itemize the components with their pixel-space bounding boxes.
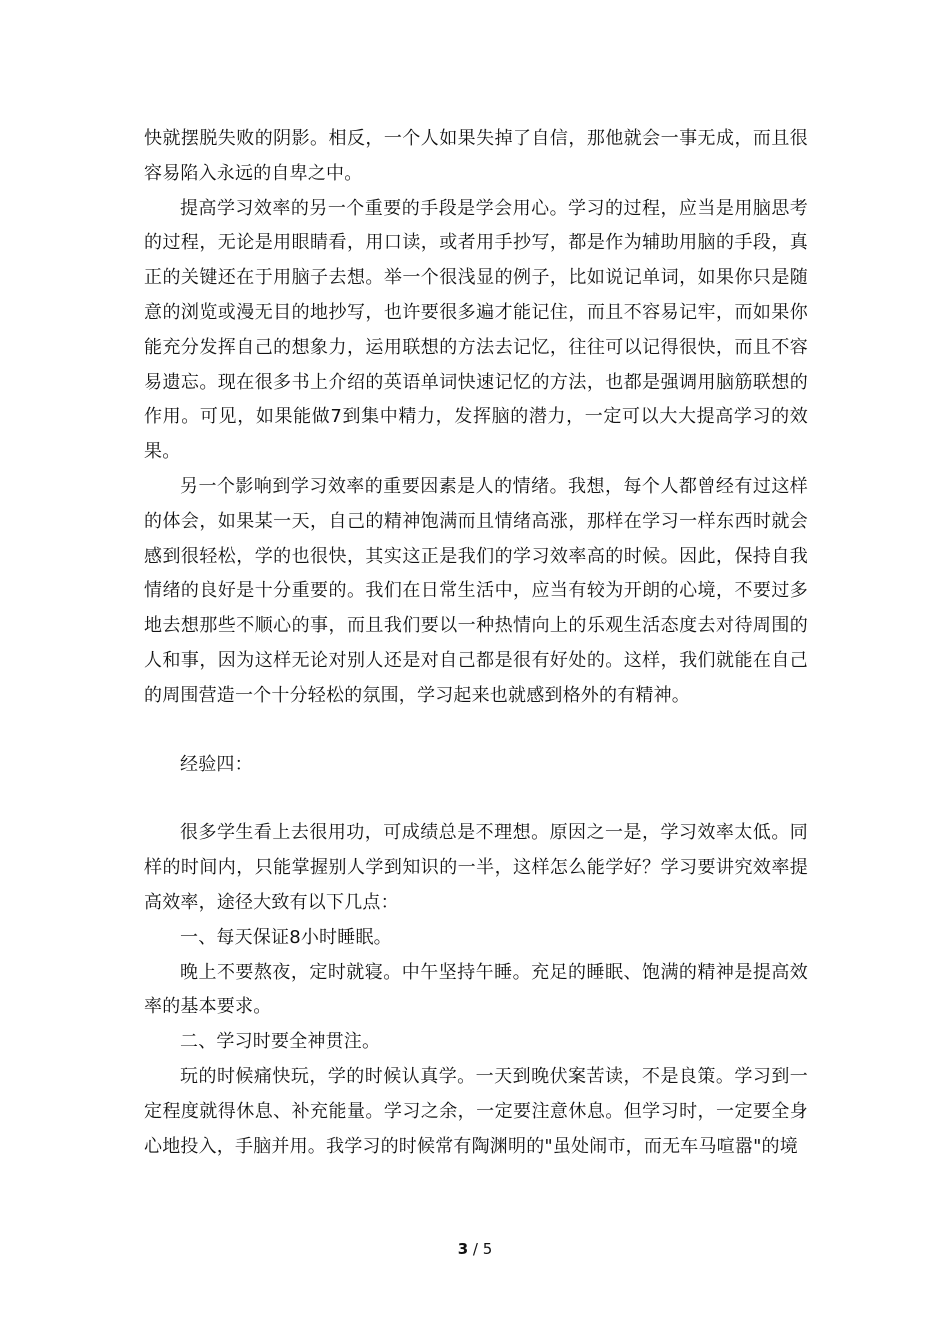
paragraph-6: 玩的时候痛快玩，学的时候认真学。一天到晚伏案苦读，不是良策。学习到一定程度就得休息、补充能量。学习之余，一定要注意休息。但学习时，一定要全身心地投入，手脑并用。我学习的时候常有陶渊明的"虽处闹市，而无车马喧嚣"的境	[144, 1065, 808, 1157]
paragraph-5: 晚上不要熬夜，定时就寝。中午坚持午睡。充足的睡眠、饱满的精神是提高效率的基本要求。	[144, 961, 808, 1018]
paragraph-1: 快就摆脱失败的阴影。相反，一个人如果失掉了自信，那他就会一事无成，而且很容易陷入永远的自卑之中。	[144, 128, 808, 184]
list-item-heading-2: 二、学习时要全神贯注。	[180, 1031, 381, 1053]
paragraph-4: 很多学生看上去很用功，可成绩总是不理想。原因之一是，学习效率太低。同样的时间内，只能掌握别人学到知识的一半，这样怎么能学好？学习要讲究效率提高效率，途径大致有以下几点：	[144, 822, 808, 913]
total-pages-number: 5	[482, 1240, 493, 1258]
paragraph-spacer	[144, 714, 808, 748]
current-page-number: 3	[457, 1240, 469, 1258]
document-body	[144, 122, 808, 1164]
section-heading-experience-four: 经验四：	[180, 753, 253, 775]
list-item-heading-1: 一、每天保证8小时睡眠。	[180, 926, 392, 948]
paragraph-spacer	[144, 782, 808, 816]
page-number	[0, 1240, 950, 1258]
page-number-separator: /	[468, 1240, 483, 1258]
paragraph-3: 另一个影响到学习效率的重要因素是人的情绪。我想，每个人都曾经有过这样的体会，如果某一天，自己的精神饱满而且情绪高涨，那样在学习一样东西时就会感到很轻松，学的也很快，其实这正是我们的学习效率高的时候。因此，保持自我情绪的良好是十分重要的。我们在日常生活中，应当有较为开朗的心境，不要过多地去想那些不顺心的事，而且我们要以一种热情向上的乐观生活态度去对待周围的人和事，因为这样无论对别人还是对自己都是很有好处的。这样，我们就能在自己的周围营造一个十分轻松的氛围，学习起来也就感到格外的有精神。	[144, 475, 808, 706]
paragraph-2: 提高学习效率的另一个重要的手段是学会用心。学习的过程，应当是用脑思考的过程，无论是用眼睛看，用口读，或者用手抄写，都是作为辅助用脑的手段，真正的关键还在于用脑子去想。举一个很浅显的例子，比如说记单词，如果你只是随意的浏览或漫无目的地抄写，也许要很多遍才能记住，而且不容易记牢，而如果你能充分发挥自己的想象力，运用联想的方法去记忆，往往可以记得很快，而且不容易遗忘。现在很多书上介绍的英语单词快速记忆的方法，也都是强调用脑筋联想的作用。可见，如果能做7到集中精力，发挥脑的潜力，一定可以大大提高学习的效果。	[144, 197, 808, 463]
